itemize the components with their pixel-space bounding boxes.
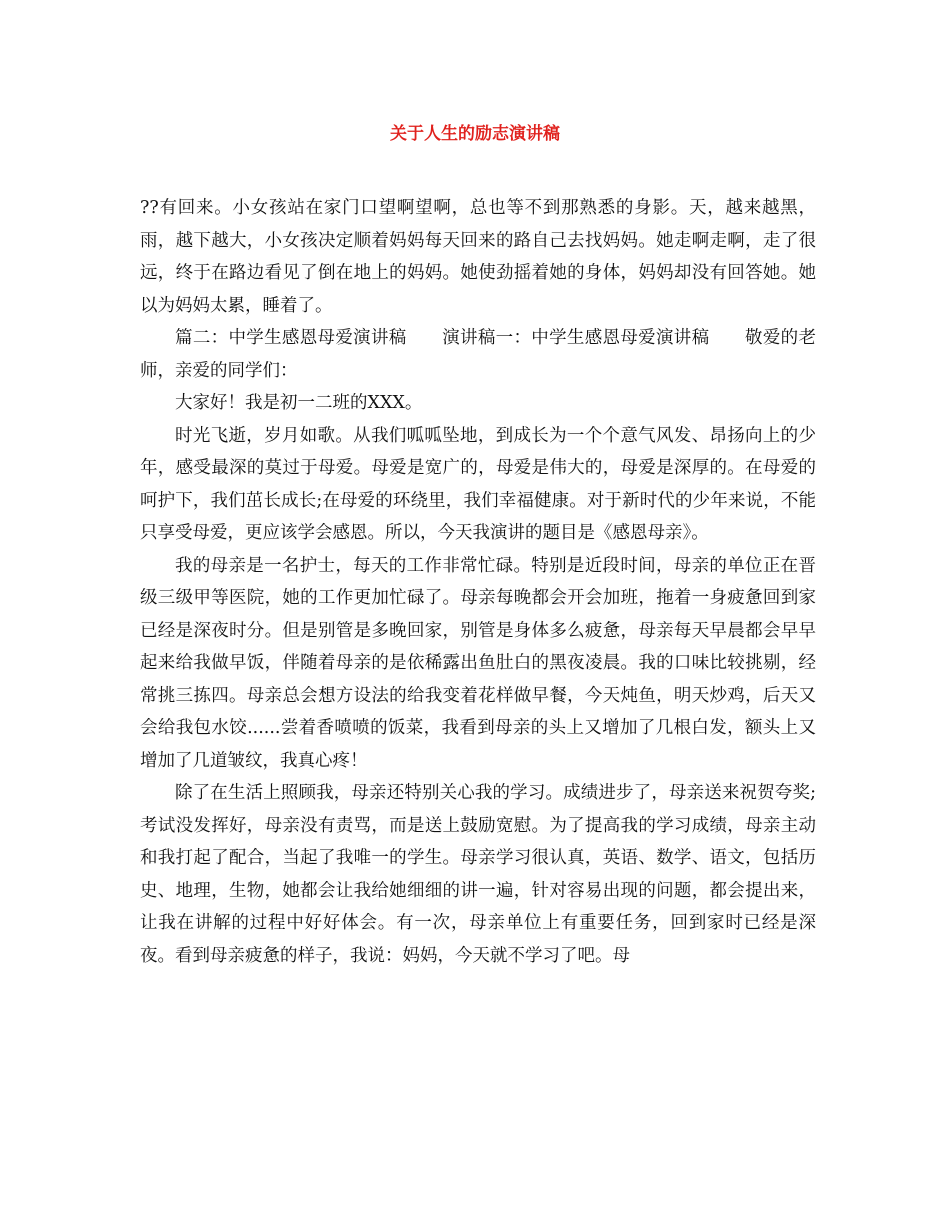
paragraph-mother-study: 除了在生活上照顾我，母亲还特别关心我的学习。成绩进步了，母亲送来祝贺夸奖;考试没发挥好，母亲没有责骂，而是送上鼓励宽慰。为了提高我的学习成绩，母亲主动和我打起了配合，当起了我唯一的学生。母亲学习很认真，英语、数学、语文，包括历史、地理，生物，她都会让我给她细细的讲一遍，针对容易出现的问题，都会提出来，让我在讲解的过程中好好体会。有一次，母亲单位上有重要任务，回到家时已经是深夜。看到母亲疲惫的样子，我说：妈妈，今天就不学习了吧。母: [140, 783, 816, 966]
paragraph-mother-nurse: 我的母亲是一名护士，每天的工作非常忙碌。特别是近段时间，母亲的单位正在晋级三级甲等医院，她的工作更加忙碌了。母亲每晚都会开会加班，拖着一身疲惫回到家已经是深夜时分。但是别管是多晚回家，别管是身体多么疲惫，母亲每天早晨都会早早起来给我做早饭，伴随着母亲的是依稀露出鱼肚白的黑夜凌晨。我的口味比较挑剔，经常挑三拣四。母亲总会想方设法的给我变着花样做早餐，今天炖鱼，明天炒鸡，后天又会给我包水饺......尝着香喷喷的饭菜，我看到母亲的头上又增加了几根白发，额头上又增加了几道皱纹，我真心疼！: [140, 555, 816, 771]
paragraph-speech-heading: 篇二：中学生感恩母爱演讲稿 演讲稿一：中学生感恩母爱演讲稿 敬爱的老师，亲爱的同学们：: [140, 328, 816, 381]
paragraph-greeting: 大家好！我是初一二班的XXX。: [175, 393, 423, 413]
document-body: [140, 192, 816, 972]
paragraph-story-ending: ??有回来。小女孩站在家门口望啊望啊，总也等不到那熟悉的身影。天，越来越黑，雨，越下越大，小女孩决定顺着妈妈每天回来的路自己去找妈妈。她走啊走啊，走了很远，终于在路边看见了倒在地上的妈妈。她使劲摇着她的身体，妈妈却没有回答她。她以为妈妈太累，睡着了。: [140, 198, 816, 316]
paragraph-maternal-love: 时光飞逝，岁月如歌。从我们呱呱坠地，到成长为一个个意气风发、昂扬向上的少年，感受最深的莫过于母爱。母爱是宽广的，母爱是伟大的，母爱是深厚的。在母爱的呵护下，我们茁长成长;在母爱的环绕里，我们幸福健康。对于新时代的少年来说，不能只享受母爱，更应该学会感恩。所以，今天我演讲的题目是《感恩母亲》。: [140, 425, 816, 543]
document-title: 关于人生的励志演讲稿: [390, 124, 560, 144]
